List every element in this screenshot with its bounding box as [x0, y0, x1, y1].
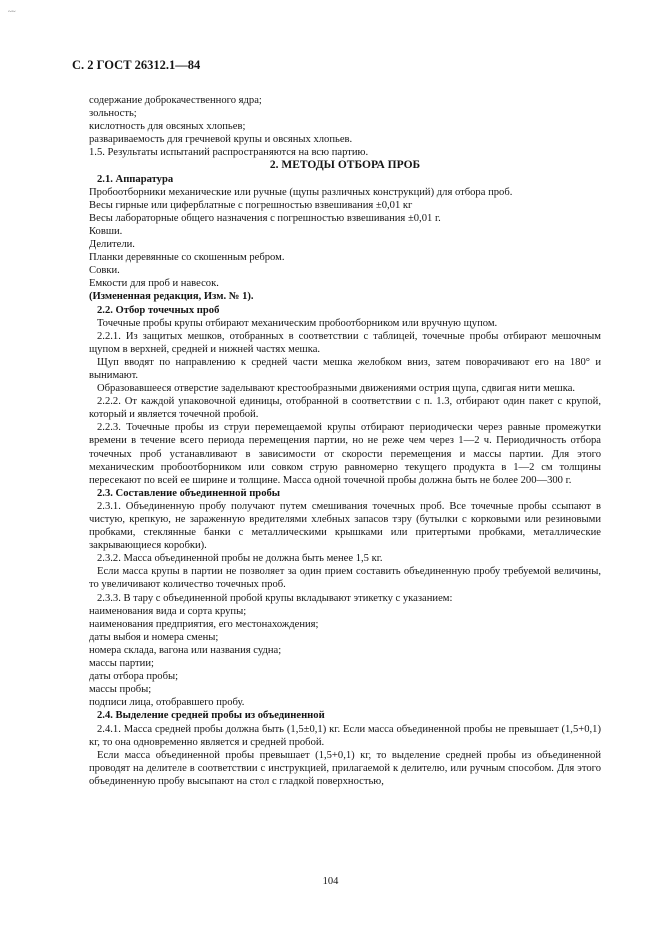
paragraph: даты отбора пробы; [89, 671, 179, 683]
paragraph: Весы лабораторные общего назначения с погрешностью взвешивания ±0,01 г. [89, 212, 441, 224]
subsection-heading: 2.3. Составление объединенной пробы [97, 487, 281, 499]
paragraph: 2.4.1. Масса средней пробы должна быть (1,5±0,1) кг. Если масса объединенной пробы не превышает (1,5+0,1) кг, то она одновременно является и средней пробой. [89, 723, 601, 748]
corner-mark: ~~ [8, 8, 16, 16]
section-heading: 2. МЕТОДЫ ОТБОРА ПРОБ [269, 159, 421, 172]
subsection-heading: 2.1. Аппаратура [97, 173, 174, 185]
paragraph: 1.5. Результаты испытаний распространяются на всю партию. [89, 147, 369, 159]
page-number: 104 [322, 876, 339, 887]
paragraph: наименования вида и сорта крупы; [89, 605, 247, 617]
paragraph: массы пробы; [89, 684, 152, 696]
paragraph: 2.2.2. От каждой упаковочной единицы, отобранной в соответствии с п. 1.3, отбирают один пакет с крупой, который и является точечной пробой. [89, 396, 601, 421]
paragraph: 2.2.1. Из защитых мешков, отобранных в соответствии с таблицей, точечные пробы отбирают мешочным щупом в верхней, средней и нижней частях мешка. [89, 330, 601, 355]
paragraph: содержание доброкачественного ядра; [89, 95, 262, 106]
paragraph: Если масса объединенной пробы превышает (1,5+0,1) кг, то выделение средней пробы из объединенной проводят на делителе в соответствии с инструкцией, прилагаемой к делителю, или ручным способом. Для этого объединенную пробу высыпают на стол с гладкой поверхностью, [89, 749, 601, 787]
paragraph: зольность; [89, 108, 137, 120]
document-body [89, 94, 601, 788]
paragraph: 2.2.3. Точечные пробы из струи перемещаемой крупы отбирают периодически через равные промежутки времени в течение всего периода перемещения партии, но не реже чем через 1—2 ч. Периодичность отбора точечных проб устанавливают в зависимости от скорости перемещения и массы партии. Для этого механическим пробоотборником или совком струю равномерно текущего продукта в 1—2 см толщины пересекают по всей ее ширине и толщине. Масса одной точечной пробы должна быть не более 200—300 г. [89, 422, 601, 486]
paragraph: 2.3.2. Масса объединенной пробы не должна быть менее 1,5 кг. [97, 553, 383, 565]
page-header: С. 2 ГОСТ 26312.1—84 [72, 58, 201, 72]
paragraph: развариваемость для гречневой крупы и овсяных хлопьев. [89, 134, 353, 146]
paragraph: Если масса крупы в партии не позволяет за один прием составить объединенную пробу требуемой величины, то увеличивают количество точечных проб. [89, 566, 601, 591]
paragraph: наименования предприятия, его местонахождения; [89, 618, 319, 630]
paragraph: кислотность для овсяных хлопьев; [89, 121, 246, 133]
paragraph: (Измененная редакция, Изм. № 1). [89, 291, 254, 303]
subsection-heading: 2.2. Отбор точечных проб [97, 304, 220, 316]
paragraph: массы партии; [89, 658, 154, 670]
paragraph: Точечные пробы крупы отбирают механическим пробоотборником или вручную щупом. [97, 317, 498, 329]
paragraph: Образовавшееся отверстие заделывают крестообразными движениями острия щупа, сдвигая нити мешка. [97, 383, 576, 395]
paragraph: номера склада, вагона или названия судна; [89, 644, 282, 656]
subsection-heading: 2.4. Выделение средней пробы из объединенной [97, 710, 325, 722]
paragraph: Пробоотборники механические или ручные (щупы различных конструкций) для отбора проб. [89, 186, 513, 198]
paragraph: Щуп вводят по направлению к средней части мешка желобком вниз, затем поворачивают его на 180° и вынимают. [89, 356, 601, 381]
paragraph: 2.3.3. В тару с объединенной пробой крупы вкладывают этикетку с указанием: [97, 592, 453, 604]
paragraph: Весы гирные или циферблатные с погрешностью взвешивания ±0,01 кг [89, 199, 413, 211]
paragraph: Емкости для проб и навесок. [89, 278, 219, 290]
paragraph: 2.3.1. Объединенную пробу получают путем смешивания точечных проб. Все точечные пробы ссыпают в чистую, крепкую, не зараженную вредителями хлебных запасов тзру (бутылки с корковыми или резиновыми пробками, стеклянные банки с металлическими крышками или притертыми пробками, металлические закрывающиеся коробки). [89, 500, 601, 552]
paragraph: подписи лица, отобравшего пробу. [89, 697, 245, 709]
paragraph: Совки. [89, 265, 120, 277]
paragraph: Делители. [89, 239, 135, 251]
paragraph: Ковши. [89, 225, 123, 237]
paragraph: даты выбоя и номера смены; [89, 631, 219, 643]
paragraph: Планки деревянные со скошенным ребром. [89, 252, 285, 264]
